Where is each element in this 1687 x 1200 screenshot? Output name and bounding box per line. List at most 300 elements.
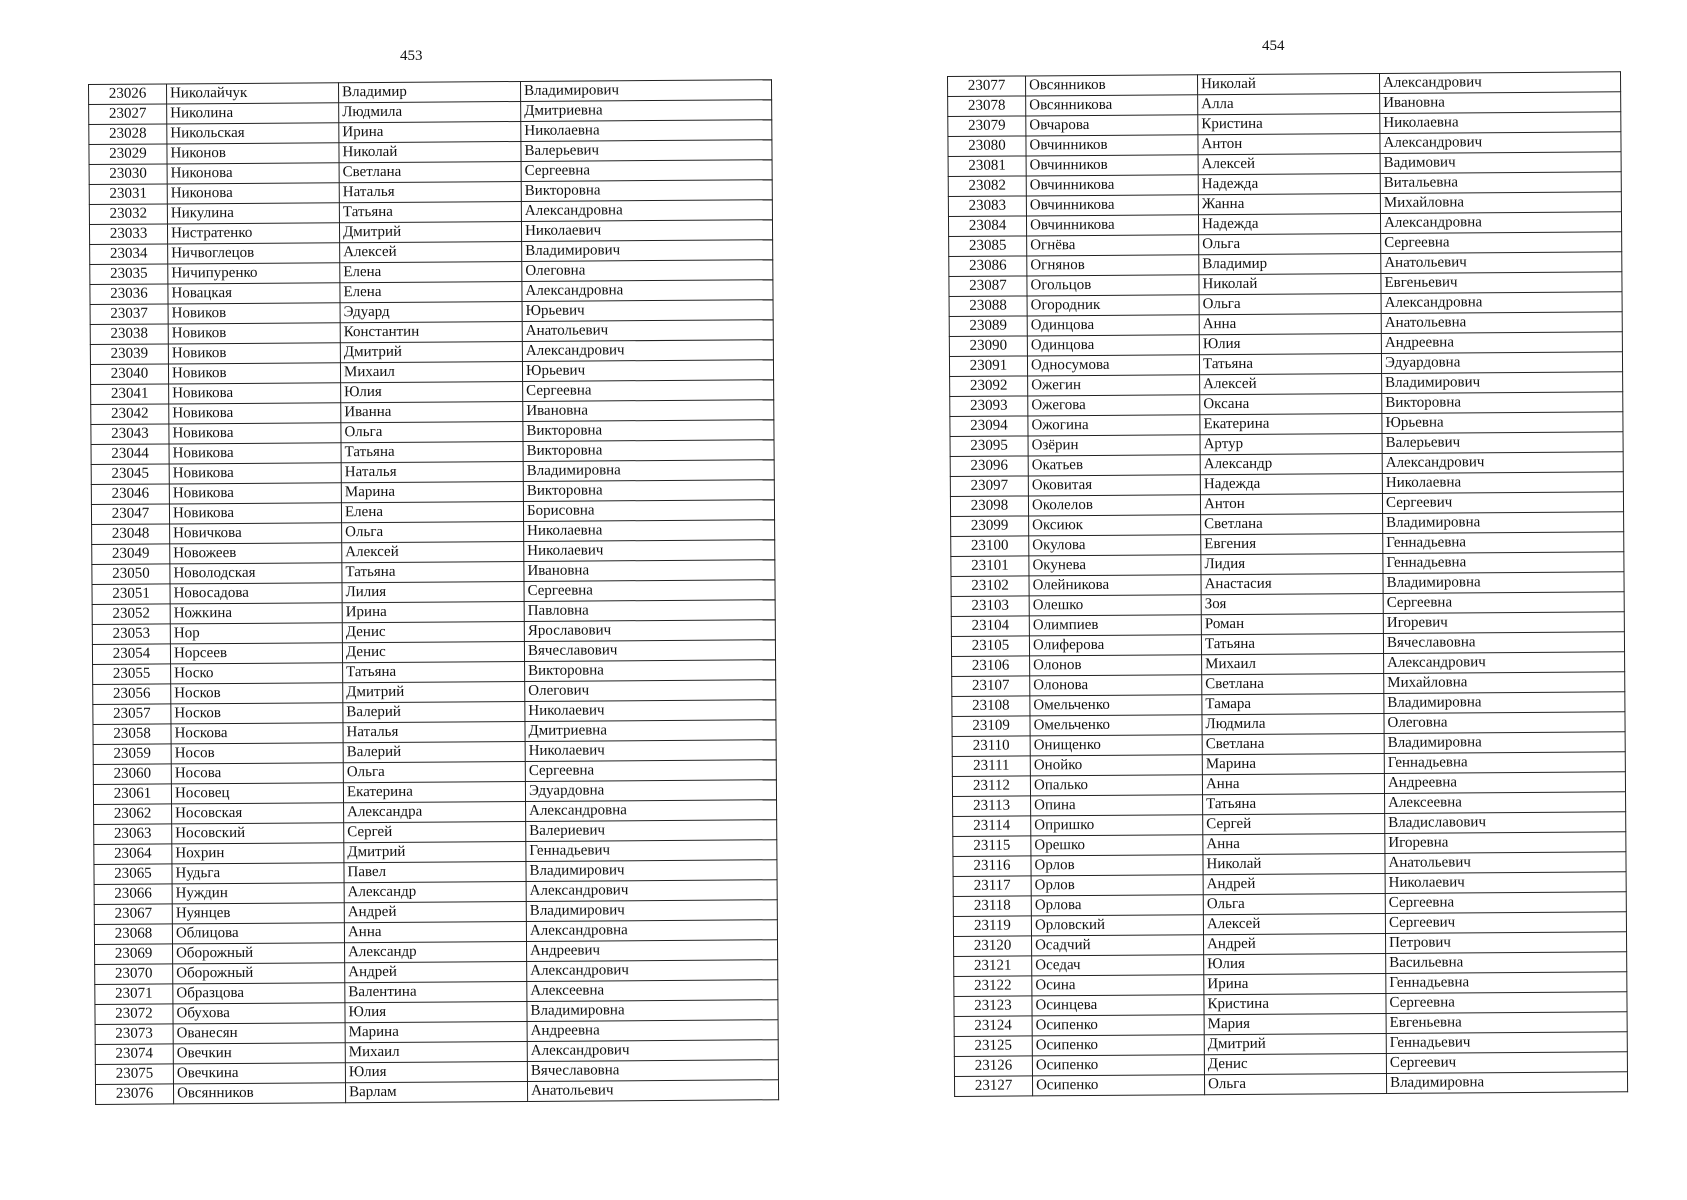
last-name-cell: Новиков [168, 343, 340, 364]
patronymic-cell: Петрович [1385, 932, 1626, 954]
patronymic-cell: Павловна [524, 600, 775, 622]
last-name-cell: Носова [171, 763, 343, 784]
first-name-cell: Михаил [1202, 653, 1384, 674]
last-name-cell: Нудьга [172, 863, 344, 884]
patronymic-cell: Евгеньевна [1386, 1012, 1627, 1034]
last-name-cell: Носко [171, 663, 343, 684]
record-number-cell: 23070 [95, 964, 173, 985]
record-number-cell: 23077 [948, 76, 1026, 97]
first-name-cell: Юлия [341, 381, 523, 402]
patronymic-cell: Владимирович [526, 900, 777, 922]
patronymic-cell: Александрович [527, 960, 778, 982]
patronymic-cell: Сергеевич [1386, 1052, 1627, 1074]
record-number-cell: 23103 [951, 596, 1029, 617]
first-name-cell: Иванна [341, 401, 523, 422]
last-name-cell: Овечкина [173, 1063, 345, 1084]
last-name-cell: Окунева [1029, 555, 1201, 576]
record-number-cell: 23027 [89, 104, 167, 125]
last-name-cell: Осипенко [1032, 1075, 1204, 1096]
patronymic-cell: Николаевич [524, 540, 775, 562]
first-name-cell: Елена [340, 281, 522, 302]
first-name-cell: Лидия [1201, 553, 1383, 574]
first-name-cell: Марина [1202, 753, 1384, 774]
patronymic-cell: Эдуардовна [525, 780, 776, 802]
first-name-cell: Светлана [1201, 513, 1383, 534]
first-name-cell: Кристина [1198, 113, 1380, 134]
last-name-cell: Новожеев [170, 543, 342, 564]
record-number-cell: 23035 [90, 264, 168, 285]
last-name-cell: Ожегин [1028, 375, 1200, 396]
last-name-cell: Новолодская [170, 563, 342, 584]
last-name-cell: Новосадова [170, 583, 342, 604]
first-name-cell: Наталья [341, 461, 523, 482]
record-number-cell: 23028 [89, 124, 167, 145]
last-name-cell: Оборожный [173, 943, 345, 964]
last-name-cell: Нуянцев [172, 903, 344, 924]
record-number-cell: 23054 [92, 644, 170, 665]
last-name-cell: Орлова [1031, 895, 1203, 916]
record-number-cell: 23049 [92, 544, 170, 565]
last-name-cell: Осипенко [1032, 1015, 1204, 1036]
record-number-cell: 23098 [950, 496, 1028, 517]
first-name-cell: Юлия [1204, 953, 1386, 974]
record-number-cell: 23071 [95, 984, 173, 1005]
first-name-cell: Николай [339, 141, 521, 162]
record-number-cell: 23033 [89, 224, 167, 245]
first-name-cell: Юлия [345, 1001, 527, 1022]
patronymic-cell: Евгеньевич [1381, 272, 1622, 294]
first-name-cell: Михаил [340, 361, 522, 382]
patronymic-cell: Витальевна [1380, 172, 1621, 194]
first-name-cell: Владимир [1199, 253, 1381, 274]
last-name-cell: Опина [1031, 795, 1203, 816]
last-name-cell: Односумова [1027, 355, 1199, 376]
record-number-cell: 23063 [94, 824, 172, 845]
first-name-cell: Анна [1203, 833, 1385, 854]
last-name-cell: Новикова [169, 443, 341, 464]
last-name-cell: Омельченко [1030, 695, 1202, 716]
patronymic-cell: Александровна [521, 200, 772, 222]
record-number-cell: 23085 [949, 236, 1027, 257]
last-name-cell: Олонова [1030, 675, 1202, 696]
first-name-cell: Татьяна [1199, 353, 1381, 374]
patronymic-cell: Андреевна [1381, 332, 1622, 354]
last-name-cell: Новиков [168, 303, 340, 324]
first-name-cell: Анна [1202, 773, 1384, 794]
last-name-cell: Осинцева [1032, 995, 1204, 1016]
record-number-cell: 23041 [91, 384, 169, 405]
patronymic-cell: Владимирович [520, 80, 771, 102]
last-name-cell: Олейникова [1029, 575, 1201, 596]
last-name-cell: Олиферова [1029, 635, 1201, 656]
last-name-cell: Овечкин [173, 1043, 345, 1064]
record-number-cell: 23093 [950, 396, 1028, 417]
patronymic-cell: Геннадьевич [1386, 1032, 1627, 1054]
last-name-cell: Олонов [1030, 655, 1202, 676]
first-name-cell: Антон [1198, 133, 1380, 154]
record-number-cell: 23124 [954, 1016, 1032, 1037]
patronymic-cell: Игоревна [1385, 832, 1626, 854]
first-name-cell: Светлана [1202, 673, 1384, 694]
last-name-cell: Облицова [172, 923, 344, 944]
last-name-cell: Оксиюк [1029, 515, 1201, 536]
patronymic-cell: Владимирович [1382, 372, 1623, 394]
last-name-cell: Оковитая [1028, 475, 1200, 496]
patronymic-cell: Николаевич [525, 700, 776, 722]
record-number-cell: 23095 [950, 436, 1028, 457]
patronymic-cell: Олеговна [522, 260, 773, 282]
last-name-cell: Окатьев [1028, 455, 1200, 476]
patronymic-cell: Юрьевич [522, 300, 773, 322]
first-name-cell: Ольга [1203, 893, 1385, 914]
patronymic-cell: Михайловна [1384, 672, 1625, 694]
last-name-cell: Орлов [1031, 875, 1203, 896]
first-name-cell: Михаил [345, 1041, 527, 1062]
last-name-cell: Овсянникова [1026, 95, 1198, 116]
first-name-cell: Денис [1204, 1053, 1386, 1074]
last-name-cell: Онищенко [1030, 735, 1202, 756]
record-number-cell: 23096 [950, 456, 1028, 477]
last-name-cell: Овчинникова [1026, 195, 1198, 216]
first-name-cell: Надежда [1198, 173, 1380, 194]
first-name-cell: Дмитрий [343, 681, 525, 702]
patronymic-cell: Владимирович [522, 240, 773, 262]
first-name-cell: Людмила [1202, 713, 1384, 734]
first-name-cell: Александр [344, 881, 526, 902]
first-name-cell: Марина [341, 481, 523, 502]
record-number-cell: 23051 [92, 584, 170, 605]
patronymic-cell: Викторовна [523, 480, 774, 502]
first-name-cell: Николай [1199, 273, 1381, 294]
last-name-cell: Осадчий [1032, 935, 1204, 956]
first-name-cell: Татьяна [342, 561, 524, 582]
patronymic-cell: Андреевна [527, 1020, 778, 1042]
patronymic-cell: Сергеевна [523, 380, 774, 402]
record-number-cell: 23119 [953, 916, 1031, 937]
record-number-cell: 23127 [954, 1076, 1032, 1097]
patronymic-cell: Владимировна [1384, 732, 1625, 754]
first-name-cell: Ольга [1199, 293, 1381, 314]
first-name-cell: Надежда [1198, 213, 1380, 234]
patronymic-cell: Алексеевна [1385, 792, 1626, 814]
record-number-cell: 23064 [94, 844, 172, 865]
patronymic-cell: Ивановна [1380, 92, 1621, 114]
record-number-cell: 23052 [92, 604, 170, 625]
record-number-cell: 23037 [90, 304, 168, 325]
first-name-cell: Денис [342, 621, 524, 642]
patronymic-cell: Сергеевна [1381, 232, 1622, 254]
patronymic-cell: Александровна [526, 920, 777, 942]
record-number-cell: 23106 [952, 656, 1030, 677]
patronymic-cell: Борисовна [523, 500, 774, 522]
first-name-cell: Оксана [1200, 393, 1382, 414]
patronymic-cell: Сергеевна [524, 580, 775, 602]
record-number-cell: 23038 [90, 324, 168, 345]
patronymic-cell: Викторовна [523, 440, 774, 462]
last-name-cell: Овчинников [1026, 155, 1198, 176]
patronymic-cell: Владимировна [1383, 512, 1624, 534]
record-number-cell: 23053 [92, 624, 170, 645]
last-name-cell: Новикова [169, 423, 341, 444]
first-name-cell: Дмитрий [344, 841, 526, 862]
record-number-cell: 23113 [953, 796, 1031, 817]
record-number-cell: 23045 [91, 464, 169, 485]
first-name-cell: Александра [344, 801, 526, 822]
first-name-cell: Алексей [1200, 373, 1382, 394]
record-number-cell: 23031 [89, 184, 167, 205]
last-name-cell: Опришко [1031, 815, 1203, 836]
first-name-cell: Мария [1204, 1013, 1386, 1034]
record-number-cell: 23091 [949, 356, 1027, 377]
patronymic-cell: Сергеевна [525, 760, 776, 782]
last-name-cell: Носов [171, 743, 343, 764]
patronymic-cell: Ивановна [524, 560, 775, 582]
first-name-cell: Ирина [1204, 973, 1386, 994]
record-number-cell: 23056 [93, 684, 171, 705]
first-name-cell: Эдуард [340, 301, 522, 322]
record-number-cell: 23118 [953, 896, 1031, 917]
record-number-cell: 23073 [95, 1024, 173, 1045]
patronymic-cell: Владимировна [527, 1000, 778, 1022]
first-name-cell: Алексей [340, 241, 522, 262]
last-name-cell: Никонова [167, 163, 339, 184]
patronymic-cell: Владиславович [1385, 812, 1626, 834]
first-name-cell: Светлана [339, 161, 521, 182]
last-name-cell: Новацкая [168, 283, 340, 304]
record-number-cell: 23074 [95, 1044, 173, 1065]
first-name-cell: Валерий [343, 701, 525, 722]
record-number-cell: 23061 [93, 784, 171, 805]
record-number-cell: 23100 [951, 536, 1029, 557]
last-name-cell: Ожогина [1028, 415, 1200, 436]
last-name-cell: Новикова [169, 403, 341, 424]
first-name-cell: Анна [1199, 313, 1381, 334]
record-number-cell: 23046 [91, 484, 169, 505]
record-number-cell: 23126 [954, 1056, 1032, 1077]
first-name-cell: Сергей [1203, 813, 1385, 834]
record-number-cell: 23047 [91, 504, 169, 525]
patronymic-cell: Николаевич [521, 220, 772, 242]
last-name-cell: Онойко [1030, 755, 1202, 776]
last-name-cell: Ничвоглецов [168, 243, 340, 264]
patronymic-cell: Викторовна [1382, 392, 1623, 414]
patronymic-cell: Олеговна [1384, 712, 1625, 734]
last-name-cell: Оборожный [173, 963, 345, 984]
record-number-cell: 23115 [953, 836, 1031, 857]
last-name-cell: Обухова [173, 1003, 345, 1024]
patronymic-cell: Андреевич [526, 940, 777, 962]
patronymic-cell: Николаевна [524, 520, 775, 542]
last-name-cell: Ножкина [170, 603, 342, 624]
patronymic-cell: Геннадьевич [526, 840, 777, 862]
last-name-cell: Огольцов [1027, 275, 1199, 296]
record-number-cell: 23086 [949, 256, 1027, 277]
patronymic-cell: Николаевна [1382, 472, 1623, 494]
last-name-cell: Огнёва [1027, 235, 1199, 256]
first-name-cell: Алексей [342, 541, 524, 562]
last-name-cell: Новикова [169, 463, 341, 484]
record-number-cell: 23080 [948, 136, 1026, 157]
first-name-cell: Татьяна [1201, 633, 1383, 654]
record-number-cell: 23034 [90, 244, 168, 265]
patronymic-cell: Анатольевич [1381, 252, 1622, 274]
last-name-cell: Околелов [1028, 495, 1200, 516]
last-name-cell: Озёрин [1028, 435, 1200, 456]
last-name-cell: Никулина [167, 203, 339, 224]
record-number-cell: 23072 [95, 1004, 173, 1025]
patronymic-cell: Сергеевна [1385, 892, 1626, 914]
last-name-cell: Никонов [167, 143, 339, 164]
last-name-cell: Новикова [169, 383, 341, 404]
last-name-cell: Новичкова [170, 523, 342, 544]
patronymic-cell: Владимирович [526, 860, 777, 882]
patronymic-cell: Александровна [522, 280, 773, 302]
first-name-cell: Лилия [342, 581, 524, 602]
last-name-cell: Образцова [173, 983, 345, 1004]
record-number-cell: 23029 [89, 144, 167, 165]
last-name-cell: Нор [170, 623, 342, 644]
first-name-cell: Людмила [339, 101, 521, 122]
last-name-cell: Нистратенко [167, 223, 339, 244]
record-number-cell: 23026 [89, 84, 167, 105]
record-number-cell: 23121 [954, 956, 1032, 977]
last-name-cell: Новиков [168, 363, 340, 384]
first-name-cell: Татьяна [339, 201, 521, 222]
patronymic-cell: Вячеславовна [1383, 632, 1624, 654]
last-name-cell: Никольская [167, 123, 339, 144]
last-name-cell: Орлов [1031, 855, 1203, 876]
last-name-cell: Нуждин [172, 883, 344, 904]
patronymic-cell: Анатольевич [527, 1080, 778, 1102]
patronymic-cell: Викторовна [525, 660, 776, 682]
patronymic-cell: Владимировна [523, 460, 774, 482]
last-name-cell: Осина [1032, 975, 1204, 996]
record-number-cell: 23032 [89, 204, 167, 225]
last-name-cell: Никонова [167, 183, 339, 204]
first-name-cell: Ольга [343, 761, 525, 782]
first-name-cell: Ирина [342, 601, 524, 622]
record-number-cell: 23111 [952, 756, 1030, 777]
last-name-cell: Олешко [1029, 595, 1201, 616]
patronymic-cell: Вадимович [1380, 152, 1621, 174]
last-name-cell: Олимпиев [1029, 615, 1201, 636]
patronymic-cell: Эдуардовна [1381, 352, 1622, 374]
patronymic-cell: Александровна [526, 800, 777, 822]
record-number-cell: 23040 [90, 364, 168, 385]
record-number-cell: 23079 [948, 116, 1026, 137]
record-number-cell: 23099 [951, 516, 1029, 537]
patronymic-cell: Александрович [1380, 132, 1621, 154]
patronymic-cell: Александрович [526, 880, 777, 902]
patronymic-cell: Геннадьевна [1383, 552, 1624, 574]
last-name-cell: Овчинникова [1026, 175, 1198, 196]
first-name-cell: Кристина [1204, 993, 1386, 1014]
last-name-cell: Орешко [1031, 835, 1203, 856]
patronymic-cell: Геннадьевна [1386, 972, 1627, 994]
record-number-cell: 23083 [948, 196, 1026, 217]
last-name-cell: Одинцова [1027, 315, 1199, 336]
first-name-cell: Зоя [1201, 593, 1383, 614]
last-name-cell: Овчарова [1026, 115, 1198, 136]
last-name-cell: Носкова [171, 723, 343, 744]
first-name-cell: Варлам [345, 1081, 527, 1102]
patronymic-cell: Владимировна [1386, 1072, 1627, 1094]
patronymic-cell: Вячеславовна [527, 1060, 778, 1082]
first-name-cell: Роман [1201, 613, 1383, 634]
patronymic-cell: Ивановна [523, 400, 774, 422]
first-name-cell: Владимир [338, 81, 520, 102]
record-number-cell: 23078 [948, 96, 1026, 117]
last-name-cell: Новикова [169, 483, 341, 504]
last-name-cell: Носовец [171, 783, 343, 804]
last-name-cell: Опалько [1030, 775, 1202, 796]
patronymic-cell: Сергеевна [521, 160, 772, 182]
record-number-cell: 23059 [93, 744, 171, 765]
patronymic-cell: Сергеевич [1385, 912, 1626, 934]
first-name-cell: Александр [1200, 453, 1382, 474]
first-name-cell: Екатерина [1200, 413, 1382, 434]
last-name-cell: Орловский [1031, 915, 1203, 936]
first-name-cell: Андрей [345, 961, 527, 982]
last-name-cell: Носков [171, 703, 343, 724]
patronymic-cell: Юрьевич [522, 360, 773, 382]
record-number-cell: 23102 [951, 576, 1029, 597]
record-number-cell: 23044 [91, 444, 169, 465]
first-name-cell: Артур [1200, 433, 1382, 454]
first-name-cell: Ольга [342, 521, 524, 542]
patronymic-cell: Викторовна [523, 420, 774, 442]
patronymic-cell: Дмитриевна [521, 100, 772, 122]
record-number-cell: 23067 [94, 904, 172, 925]
first-name-cell: Анна [344, 921, 526, 942]
patronymic-cell: Сергеевна [1386, 992, 1627, 1014]
first-name-cell: Елена [341, 501, 523, 522]
record-number-cell: 23058 [93, 724, 171, 745]
first-name-cell: Ольга [1199, 233, 1381, 254]
patronymic-cell: Андреевна [1384, 772, 1625, 794]
record-number-cell: 23112 [952, 776, 1030, 797]
first-name-cell: Николай [1197, 73, 1379, 94]
last-name-cell: Овчинникова [1026, 215, 1198, 236]
first-name-cell: Дмитрий [339, 221, 521, 242]
last-name-cell: Омельченко [1030, 715, 1202, 736]
record-number-cell: 23104 [951, 616, 1029, 637]
record-number-cell: 23101 [951, 556, 1029, 577]
first-name-cell: Константин [340, 321, 522, 342]
first-name-cell: Николай [1203, 853, 1385, 874]
last-name-cell: Огородник [1027, 295, 1199, 316]
last-name-cell: Овсянников [1026, 75, 1198, 96]
patronymic-cell: Владимировна [1383, 572, 1624, 594]
record-number-cell: 23123 [954, 996, 1032, 1017]
first-name-cell: Анастасия [1201, 573, 1383, 594]
patronymic-cell: Александрович [522, 340, 773, 362]
record-number-cell: 23050 [92, 564, 170, 585]
first-name-cell: Тамара [1202, 693, 1384, 714]
first-name-cell: Татьяна [343, 661, 525, 682]
patronymic-cell: Олегович [525, 680, 776, 702]
patronymic-cell: Александрович [527, 1040, 778, 1062]
patronymic-cell: Николаевич [1385, 872, 1626, 894]
last-name-cell: Носовская [172, 803, 344, 824]
first-name-cell: Андрей [1204, 933, 1386, 954]
first-name-cell: Александр [345, 941, 527, 962]
first-name-cell: Алексей [1198, 153, 1380, 174]
page-number-right: 454 [1262, 38, 1285, 54]
record-number-cell: 23092 [950, 376, 1028, 397]
record-number-cell: 23043 [91, 424, 169, 445]
table-row [954, 1072, 1627, 1097]
